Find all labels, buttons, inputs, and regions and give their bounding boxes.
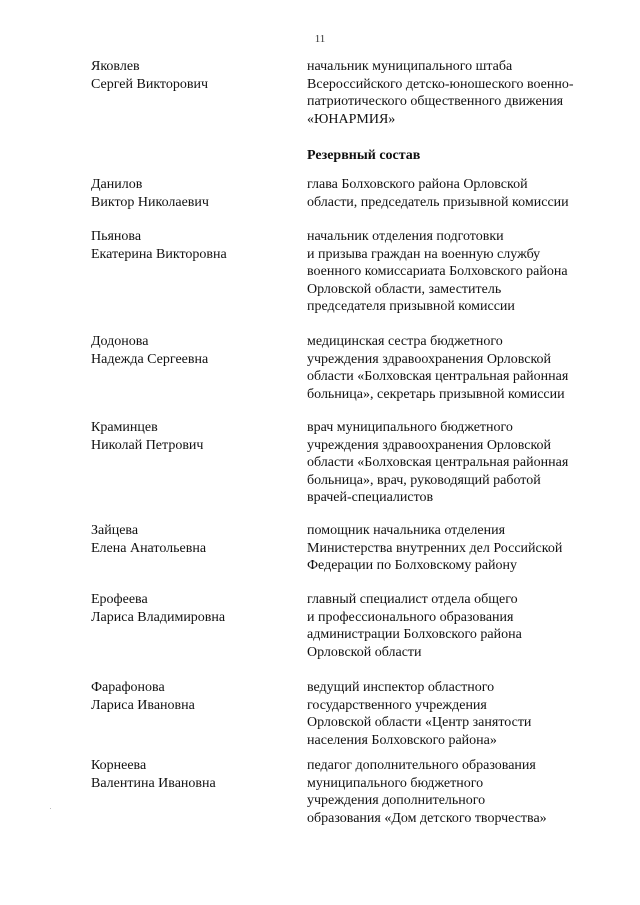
position-line: муниципального бюджетного	[307, 775, 484, 791]
member-surname: Корнеева	[91, 758, 147, 773]
member-name	[91, 679, 291, 714]
position-line: начальник муниципального штаба	[307, 59, 513, 74]
position-line: Орловской области, заместитель	[307, 281, 502, 297]
section-heading: Резервный состав	[307, 148, 421, 163]
member-position	[307, 522, 627, 575]
position-line: врач муниципального бюджетного	[307, 420, 513, 435]
position-line: области «Болховская центральная районная	[307, 455, 569, 470]
member-given-names: Екатерина Викторовна	[91, 246, 227, 262]
position-line: населения Болховского района»	[307, 732, 497, 748]
member-given-names: Елена Анатольевна	[91, 540, 207, 556]
position-line: образования «Дом детского творчества»	[307, 810, 547, 826]
member-position	[307, 333, 627, 403]
page-number: 11	[314, 33, 326, 45]
member-given-names: Надежда Сергеевна	[91, 351, 209, 367]
position-line: «ЮНАРМИЯ»	[307, 111, 396, 127]
position-line: администрации Болховского района	[307, 627, 522, 642]
position-line: медицинская сестра бюджетного	[307, 334, 503, 349]
member-name	[91, 757, 291, 792]
member-position	[307, 757, 627, 827]
member-position	[307, 679, 627, 749]
member-surname: Ерофеева	[91, 592, 148, 607]
member-surname: Пьянова	[91, 229, 142, 244]
position-line: врачей-специалистов	[307, 490, 434, 505]
position-line: Федерации по Болховскому району	[307, 558, 518, 573]
position-line: патриотического общественного движения	[307, 94, 564, 109]
position-line: учреждения здравоохранения Орловской	[307, 437, 552, 453]
position-line: помощник начальника отделения	[307, 523, 506, 538]
position-line: Министерства внутренних дел Российской	[307, 540, 563, 556]
position-line: педагог дополнительного образования	[307, 758, 536, 773]
member-name	[91, 419, 291, 454]
member-surname: Зайцева	[91, 523, 139, 538]
position-line: военного комиссариата Болховского района	[307, 264, 568, 279]
position-line: главный специалист отдела общего	[307, 592, 518, 607]
position-line: Всероссийского детско-юношеского военно-	[307, 76, 574, 92]
position-line: Орловской области	[307, 644, 422, 660]
member-position	[307, 419, 627, 507]
member-given-names: Валентина Ивановна	[91, 775, 216, 791]
member-position	[307, 591, 627, 661]
member-given-names: Николай Петрович	[91, 437, 204, 453]
position-line: государственного учреждения	[307, 697, 487, 713]
member-surname: Яковлев	[91, 59, 140, 74]
position-line: больница», секретарь призывной комиссии	[307, 386, 565, 402]
member-position	[307, 58, 627, 128]
position-line: области, председатель призывной комиссии	[307, 194, 569, 210]
member-name	[91, 591, 291, 626]
position-line: Орловской области «Центр занятости	[307, 715, 532, 730]
position-line: глава Болховского района Орловской	[307, 177, 528, 192]
member-given-names: Виктор Николаевич	[91, 194, 209, 210]
member-given-names: Лариса Владимировна	[91, 609, 226, 625]
position-line: председателя призывной комиссии	[307, 299, 515, 314]
member-surname: Данилов	[91, 177, 143, 192]
position-line: и профессионального образования	[307, 609, 514, 625]
member-name	[91, 228, 291, 263]
member-name	[91, 333, 291, 368]
position-line: начальник отделения подготовки	[307, 229, 504, 244]
position-line: и призыва граждан на военную службу	[307, 246, 541, 262]
member-given-names: Сергей Викторович	[91, 76, 209, 92]
position-line: области «Болховская центральная районная	[307, 369, 569, 384]
member-surname: Краминцев	[91, 420, 158, 435]
position-line: больница», врач, руководящий работой	[307, 472, 541, 488]
member-surname: Додонова	[91, 334, 149, 349]
scan-speck	[50, 808, 51, 809]
member-position	[307, 176, 627, 211]
member-surname: Фарафонова	[91, 680, 165, 695]
position-line: учреждения здравоохранения Орловской	[307, 351, 552, 367]
position-line: учреждения дополнительного	[307, 793, 486, 808]
member-position	[307, 228, 627, 316]
member-name	[91, 522, 291, 557]
member-given-names: Лариса Ивановна	[91, 697, 195, 713]
member-name	[91, 176, 291, 211]
member-name	[91, 58, 291, 93]
position-line: ведущий инспектор областного	[307, 680, 495, 695]
